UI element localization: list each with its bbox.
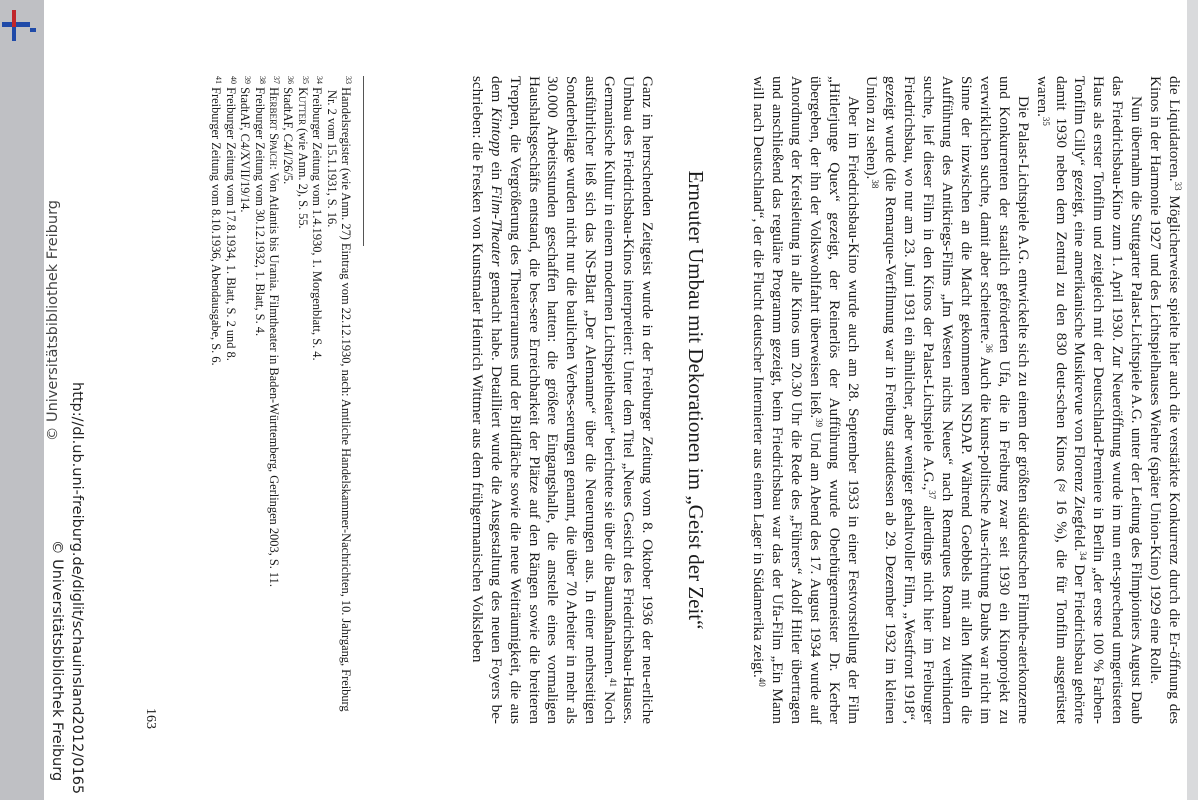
permalink-url[interactable]: http://dl.ub.uni-freiburg.de/diglit/schauinsland2012/0165 — [69, 382, 85, 795]
paragraph-1: die Liquidatoren.$^{33}$ Möglicherweise spielte hier auch die verstärkte Konkurrenz durch die Er-öffnung des Kinos in der Harmonie 1927 und des Lichtspielhauses Wiehre (später Union-Kino) 1929 eine Rolle. — [1147, 76, 1183, 724]
footnote: $^{35}$ Kutter (wie Anm. 2), S. 55. — [295, 76, 310, 229]
section-heading: Erneuter Umbau mit Dekorationen im „Geist der Zeit“ — [684, 170, 708, 630]
footnote: $^{38}$ Freiburger Zeitung vom 30.12.1932, 1. Blatt, S. 4. — [252, 76, 267, 337]
footnote: $^{37}$ Herbert Spaich: Von Atlantis bis Urania. Filmtheater in Baden-Württemberg, Gerlingen 2003, S. 11. — [266, 76, 281, 587]
footnote-rule — [363, 76, 364, 246]
page-number: 163 — [143, 708, 158, 729]
viewer-right-edge — [1187, 0, 1198, 800]
footnotes — [209, 76, 353, 724]
paragraph-2: Nun übernahm die Stuttgarter Palast-Lichtspiele A.G. unter der Leitung des Filmpioniers August Daub das Friedrichsbau-Kino zum 1. April 1930. Zur Neueröffnung wurde im nun ent-sprechend umgerüsteten Haus als erster Tonfilm und zeitgleich mit der Deutschland-Premiere in Berlin „der erste 100 % Farben-Tonfilm Cilly“ gezeigt, eine amerikanische Musikrevue von Florenz Ziegfeld.$^{34}$ Der Friedrichsbau gehörte damit 1930 neben dem Zentral zu den 830 deut-schen Kinos (≈ 16 %), die für Tonfilm ausgerüstet waren.$^{35}$ — [1033, 76, 1146, 724]
copyright-notice: © Universitätsbibliothek Freiburg — [49, 540, 65, 782]
paragraph-3: Die Palast-Lichtspiele A.G. entwickelte sich zu einem der größten süddeutschen Filmthe-aterkonzerne und Konkurrenten der staatlich geförderten Ufa, die in Freiburg zwar seit 1930 ein Kinoprojekt zu verwirklichen suchte, damit aber scheiterte.$^{36}$ Auch die kunst-politische Aus-richtung Daubs war nicht im Sinne der inzwischen an die Macht gekommenen NSDAP. Während Goebbels mit allen Mitteln die Aufführung des Antikriegs-Films „Im Westen nichts Neues“ nach Remarques Roman zu verhindern suchte, lief dieser Film in den Kinos der Palast-Lichtspiele A.G.,$^{37}$ allerdings nicht hier im Freiburger Friedrichsbau, wo nur am 23. Juni 1931 ein ähnlicher, aber weniger gehaltvoller Film, „Westfront 1918“, gezeigt wurde (die Remarque-Verfilmung war in Freiburg stattdessen ab 29. Dezember 1932 im kleinen Union zu sehen).$^{38}$ — [863, 76, 1032, 725]
body-text-upper — [748, 76, 1183, 724]
viewer-sidebar — [0, 0, 44, 800]
document-page — [44, 0, 1187, 800]
footnote: $^{34}$ Freiburger Zeitung vom 1.4.1930, 1. Morgenblatt, S. 4. — [310, 76, 325, 361]
footnote: $^{39}$ StadtAF, C4/XVII/19/14. — [238, 76, 253, 213]
footnote: $^{33}$ Handelsregister (wie Anm. 27) Eintrag vom 22.12.1930, nach: Amtliche Handelskammer-Nachrichten, 10. Jahrgang, Freiburg Nr. 2 vom 15.1.1931, S. 16. — [324, 76, 353, 712]
library-logo-icon — [0, 6, 40, 46]
paragraph-5: Ganz im herrschenden Zeitgeist wurde in der Freiburger Zeitung vom 8. Oktober 1936 der neu-erliche Umbau des Friedrichsbau-Kinos interpretiert: Unter dem Titel „Neues Gesicht des Friedrichsbau-Hauses. Germanische Kultur in einem modernen Lichtspieltheater“ berichtete sie über die Baumaßnahmen.$^{41}$ Noch ausführlicher ließ sich das NS-Blatt „Der Alemanne“ über die Neuerungen aus. In einer mehrseitigen Sonderbeilage wurden nicht nur die baulichen Verbes-serungen genannt, die über 70 Arbeiter in mehr als 30.000 Arbeitsstunden geschaffen hatten: die größere Eingangshalle, die anstelle eines vormaligen Haushaltsgeschäfts entstand, die bes-sere Erreichbarkeit der Plätze auf den Rängen sowie die breiteren Treppen, die Vergrößerung des Theaterraumes und der Bildfläche sowie die neue Weiträumigkeit, die aus dem Kintopp ein Film-Theater gemacht habe. Detailliert wurde die Ausgestaltung des neuen Foyers be-schrieben: die Fresken von Kunstmaler Heinrich Wittmer aus dem frühgermanischen Volksleben — [468, 76, 656, 724]
body-text-lower — [467, 76, 656, 724]
footnote: $^{36}$ StadtAF, C4/I/26/5. — [281, 76, 296, 185]
paragraph-4: Aber im Friedrichsbau-Kino wurde auch am 28. September 1933 in einer Festvorstellung der Film „Hitlerjunge Quex“ gezeigt, der Reinerlös der Aufführung wurde Oberbürgermeister Dr. Kerber übergeben, der ihn der Volkswohlfahrt überweisen ließ.$^{39}$ Und am Abend des 17. August 1934 wurde auf Anordnung der Kreisleitung in alle Kinos um 20.30 Uhr die Rede des „Führers“ Adolf Hitler übertragen und anschließend das reguläre Programm gezeigt, beim Friedrichsbau war das der Ufa-Film „Ein Mann will nach Deutschland“, der die Flucht deutscher Internierter aus einem Lager in Südamerika zeigt.$^{40}$ — [750, 76, 862, 724]
footnote: $^{40}$ Freiburger Zeitung vom 17.8.1934, 1. Blatt, S. 2 und 8. — [223, 76, 238, 361]
top-cut-copyright: © Universitätsbibliothek Freiburg — [45, 200, 61, 442]
footnote: $^{41}$ Freiburger Zeitung vom 8.10.1936, Abendausgabe, S. 6. — [209, 76, 224, 366]
